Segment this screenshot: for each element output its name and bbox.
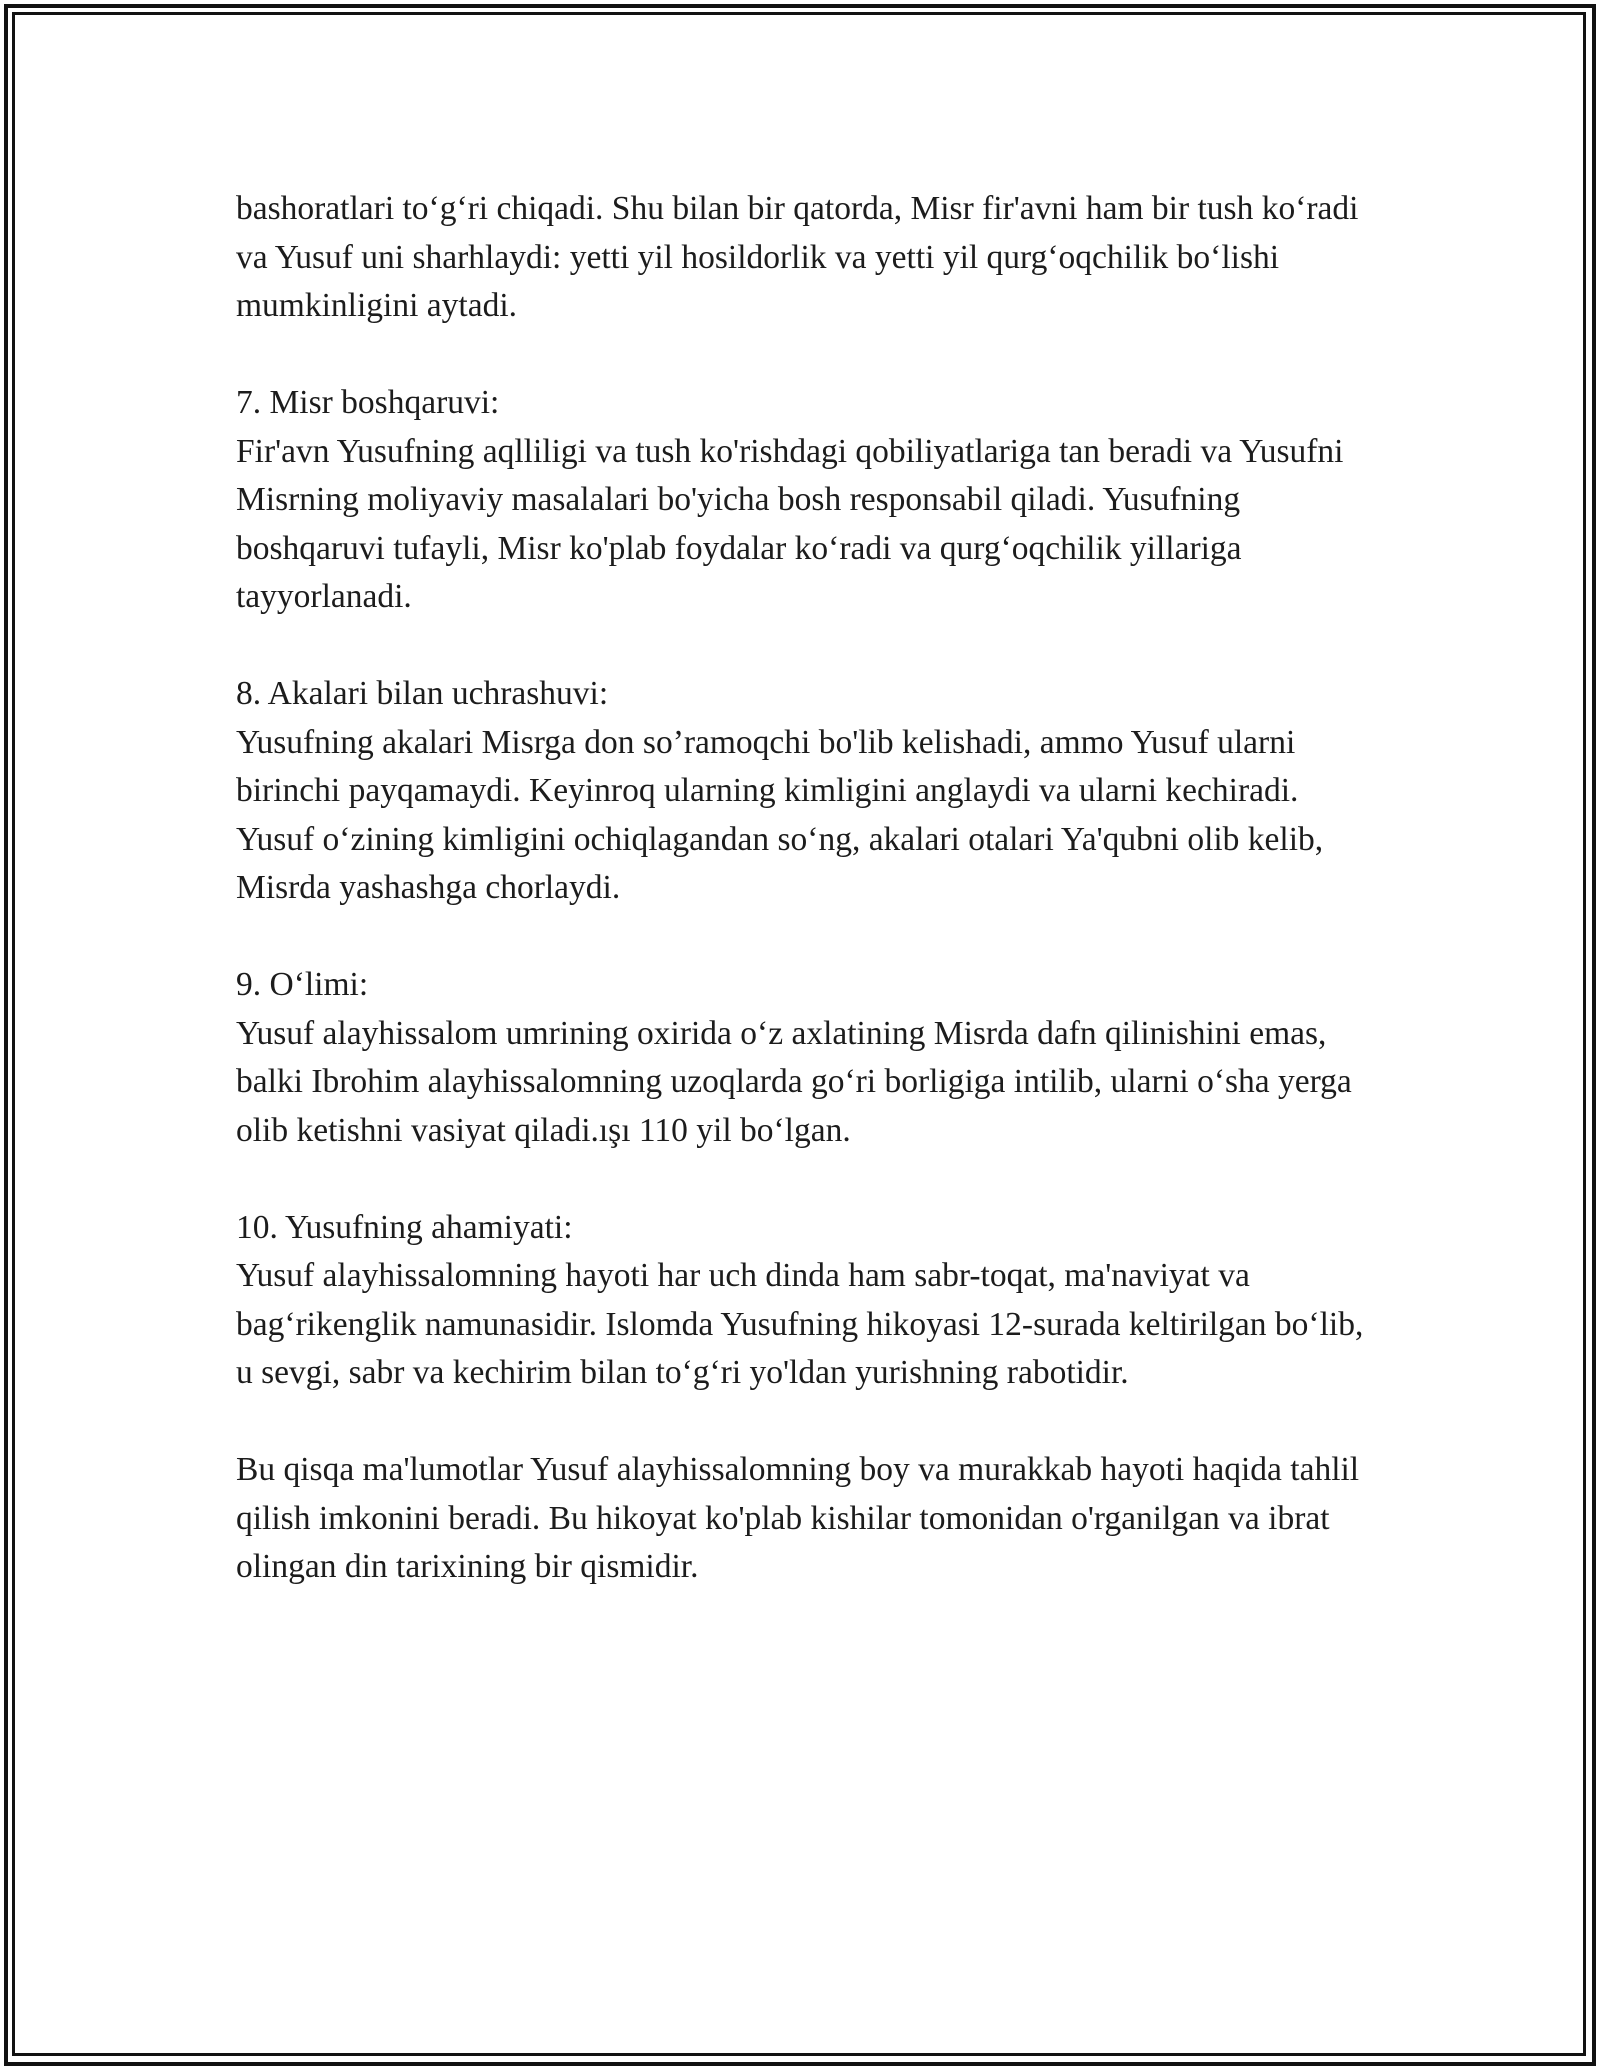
section-body: Yusuf alayhissalom umrining oxirida o‘z axlatining Misrda dafn qilinishini emas, balki Ibrohim alayhissalomning uzoqlarda go‘ri borligiga intilib, ularni o‘sha yerga olib ketishni vasiyat qiladi.ışı 110 yil bo‘lgan. (236, 1014, 1352, 1149)
section-heading: 8. Akalari bilan uchrashuvi: (236, 675, 609, 712)
section-body: Yusuf alayhissalomning hayoti har uch dinda ham sabr-toqat, ma'naviyat va bag‘rikenglik namunasidir. Islomda Yusufning hikoyasi 12-surada keltirilgan bo‘lib, u sevgi, sabr va kechirim bilan to‘g‘ri yo'ldan yurishning rabotidir. (236, 1257, 1364, 1391)
conclusion-paragraph: Bu qisqa ma'lumotlar Yusuf alayhissalomning boy va murakkab hayoti haqida tahlil qilish imkonini beradi. Bu hikoyat ko'plab kishilar tomonidan o'rganilgan va ibrat olingan din tarixining bir qismidir. (236, 1451, 1360, 1585)
section-yusufning-ahamiyati (236, 1204, 1376, 1398)
document-body (236, 185, 1376, 1640)
intro-paragraph: bashoratlari to‘g‘ri chiqadi. Shu bilan bir qatorda, Misr fir'avni ham bir tush ko‘radi va Yusuf uni sharhlaydi: yetti yil hosildorlik va yetti yil qurg‘oqchilik bo‘lishi mumkinligini aytadi. (236, 190, 1359, 324)
section-misr-boshqaruvi (236, 379, 1376, 622)
section-olimi (236, 961, 1376, 1155)
section-heading: 9. O‘limi: (236, 966, 369, 1003)
section-body: Fir'avn Yusufning aqlliligi va tush ko'rishdagi qobiliyatlariga tan beradi va Yusufni Misrning moliyaviy masalalari bo'yicha bosh responsabil qiladi. Yusufning boshqaruvi tufayli, Misr ko'plab foydalar ko‘radi va qurg‘oqchilik yillariga tayyorlanadi. (236, 432, 1344, 615)
section-body: Yusufning akalari Misrga don so’ramoqchi bo'lib kelishadi, ammo Yusuf ularni birinchi payqamaydi. Keyinroq ularning kimligini anglaydi va ularni kechiradi. Yusuf o‘zining kimligini ochiqlagandan so‘ng, akalari otalari Ya'qubni olib kelib, Misrda yashashga chorlaydi. (236, 723, 1324, 906)
section-heading: 10. Yusufning ahamiyati: (236, 1208, 573, 1246)
section-heading: 7. Misr boshqaruvi: (236, 384, 500, 421)
section-akalari-bilan-uchrashuvi (236, 670, 1376, 913)
